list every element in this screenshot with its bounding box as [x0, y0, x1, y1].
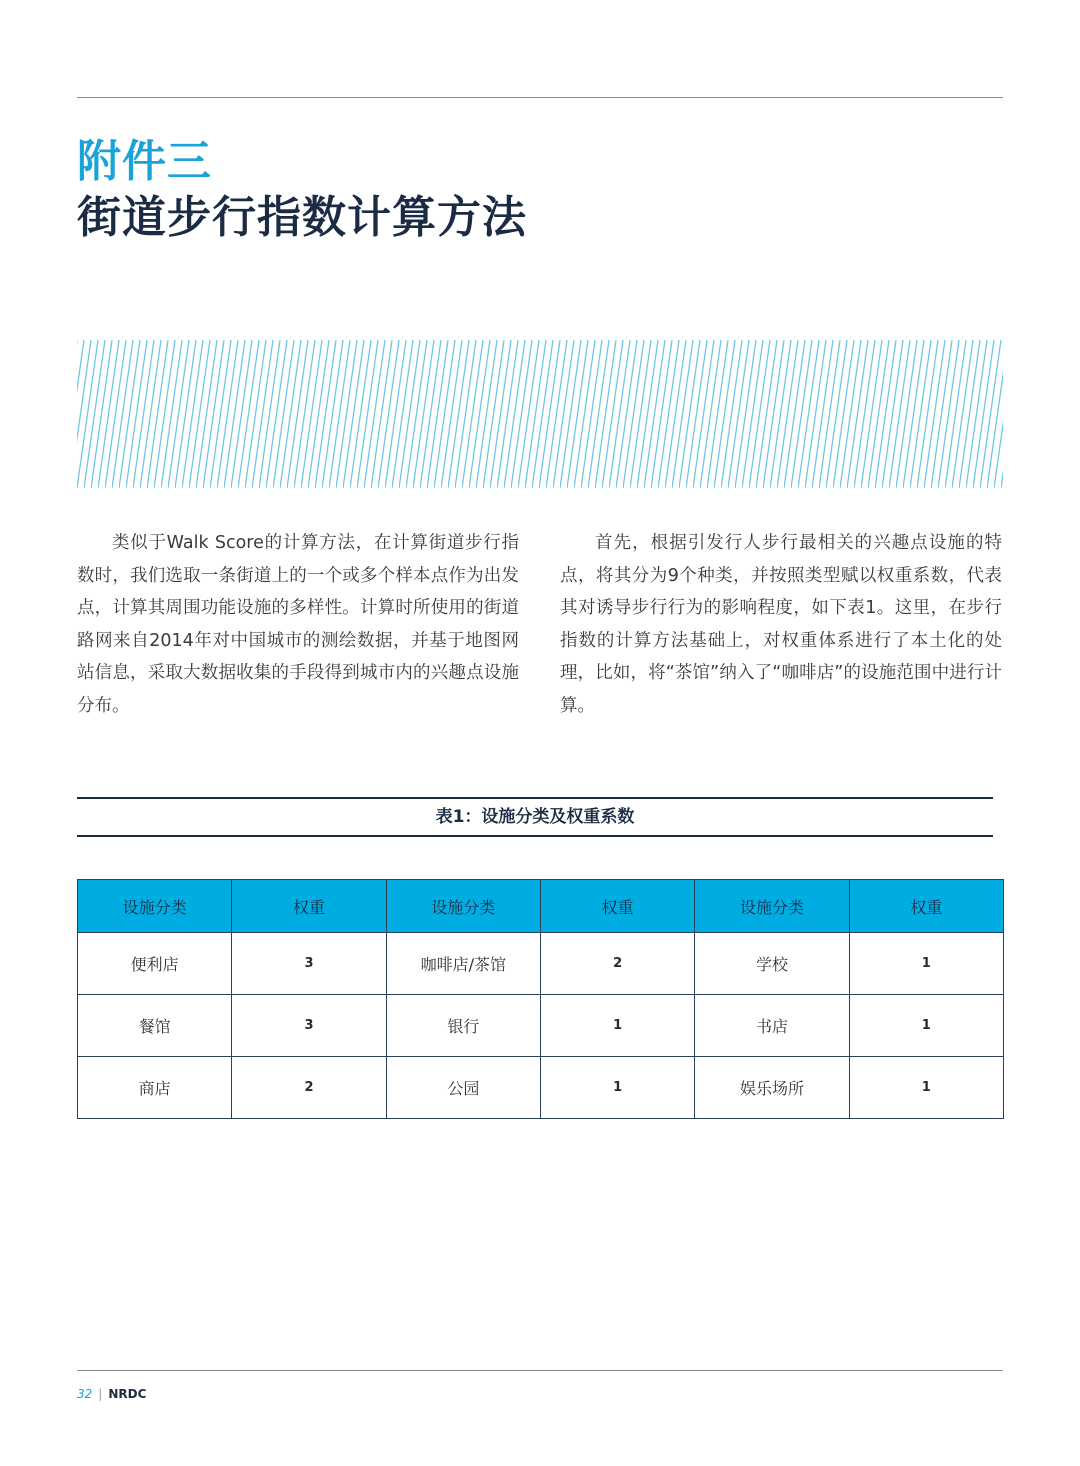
table-cell: 娱乐场所	[695, 1057, 849, 1119]
table-cell: 3	[232, 995, 386, 1057]
table-row	[78, 933, 1004, 995]
table-cell: 2	[540, 933, 694, 995]
caption-bottom-rule	[77, 835, 993, 837]
table-cell: 1	[540, 995, 694, 1057]
header-category-1: 设施分类	[78, 880, 232, 933]
header-weight-2: 权重	[540, 880, 694, 933]
table-cell: 1	[849, 933, 1003, 995]
table-cell: 便利店	[78, 933, 232, 995]
table-cell: 1	[849, 1057, 1003, 1119]
table-row	[78, 995, 1004, 1057]
header-weight-1: 权重	[232, 880, 386, 933]
organization-name: NRDC	[108, 1387, 147, 1401]
table-cell: 2	[232, 1057, 386, 1119]
table-row	[78, 1057, 1004, 1119]
table-cell: 银行	[386, 995, 540, 1057]
table-cell: 商店	[78, 1057, 232, 1119]
header-category-2: 设施分类	[386, 880, 540, 933]
table-caption: 表1：设施分类及权重系数	[435, 807, 635, 827]
table-cell: 公园	[386, 1057, 540, 1119]
appendix-label: 附件三	[77, 136, 212, 187]
table-cell: 餐馆	[78, 995, 232, 1057]
table-cell: 3	[232, 933, 386, 995]
bottom-divider	[77, 1370, 1003, 1371]
page-footer	[77, 1385, 146, 1403]
table-cell: 学校	[695, 933, 849, 995]
page-number: 32	[77, 1387, 93, 1401]
header-category-3: 设施分类	[695, 880, 849, 933]
page-title: 街道步行指数计算方法	[77, 192, 527, 243]
table-cell: 1	[540, 1057, 694, 1119]
caption-top-rule	[77, 797, 993, 799]
table-header-row	[78, 880, 1004, 933]
right-paragraph: 首先，根据引发行人步行最相关的兴趣点设施的特点，将其分为9个种类，并按照类型赋以权重系数，代表其对诱导步行行为的影响程度，如下表1。这里，在步行指数的计算方法基础上，对权重体系进行了本土化的处理，比如，将“茶馆”纳入了“咖啡店”的设施范围中进行计算。	[560, 533, 1002, 716]
table-cell: 咖啡店/茶馆	[386, 933, 540, 995]
table-cell: 书店	[695, 995, 849, 1057]
table-cell: 1	[849, 995, 1003, 1057]
header-weight-3: 权重	[849, 880, 1003, 933]
footer-separator: |	[98, 1387, 103, 1401]
top-divider	[77, 97, 1003, 98]
left-paragraph: 类似于Walk Score的计算方法，在计算街道步行指数时，我们选取一条街道上的一个或多个样本点作为出发点，计算其周围功能设施的多样性。计算时所使用的街道路网来自2014年对中国城市的测绘数据，并基于地图网站信息，采取大数据收集的手段得到城市内的兴趣点设施分布。	[77, 533, 519, 716]
hatch-pattern-banner	[77, 340, 1003, 488]
facility-weight-table	[77, 879, 1004, 1119]
